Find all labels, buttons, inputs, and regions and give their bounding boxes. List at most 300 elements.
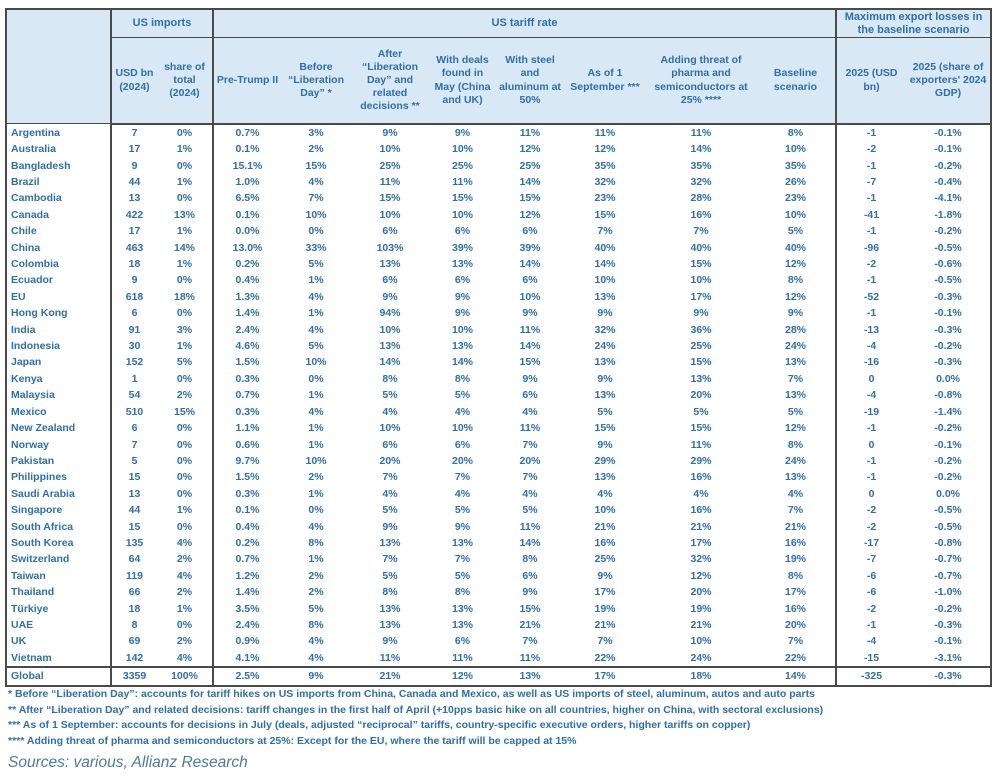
value-cell: -1 — [866, 471, 877, 484]
country-cell: Brazil — [6, 174, 111, 190]
value-cell: 13 — [128, 192, 141, 205]
value-cell: 2% — [308, 471, 324, 484]
country-cell: South Korea — [6, 535, 111, 551]
value-cell: 11% — [452, 176, 473, 188]
value-cell: 0% — [157, 486, 213, 502]
value-cell: -0.2% — [934, 159, 962, 172]
value-cell: 8% — [308, 536, 324, 549]
value-cell: 103% — [376, 241, 404, 254]
value-cell: 19% — [594, 602, 616, 615]
value-cell: 40% — [594, 241, 616, 254]
value-cell: 0.3% — [235, 487, 260, 500]
value-cell: 3.5% — [235, 602, 260, 615]
value-cell: 39% — [519, 241, 541, 254]
value-cell: -7 — [866, 553, 877, 566]
value-cell: 20% — [379, 454, 401, 467]
group-header-us-tariff-rate: US tariff rate — [213, 9, 836, 38]
value-cell: 1% — [308, 487, 324, 500]
country-cell: India — [6, 322, 111, 338]
value-cell: 10% — [305, 208, 327, 221]
table-row — [6, 174, 991, 190]
value-cell: 2% — [157, 551, 213, 567]
table-row — [6, 223, 991, 239]
value-cell: -0.1% — [934, 438, 962, 451]
value-cell: 0% — [157, 272, 213, 288]
value-cell: 0.3% — [235, 372, 260, 385]
value-cell: 0% — [157, 453, 213, 469]
value-cell: 21% — [519, 618, 541, 631]
value-cell: 0% — [157, 420, 213, 436]
country-cell: New Zealand — [6, 420, 111, 436]
value-cell: 2% — [157, 387, 213, 403]
value-cell: 1.2% — [235, 569, 260, 582]
value-cell: 0.1% — [235, 143, 260, 156]
value-cell: 28% — [690, 192, 712, 205]
value-cell: 13 — [128, 487, 141, 500]
table-row — [6, 322, 991, 338]
country-cell: EU — [6, 289, 111, 305]
table-row — [6, 519, 991, 535]
value-cell: 15.1% — [232, 159, 263, 172]
value-cell: 8% — [454, 586, 471, 599]
value-cell: 15% — [690, 356, 712, 369]
value-cell: 0 — [868, 438, 875, 451]
value-cell: 9.7% — [235, 454, 260, 467]
country-cell: Bangladesh — [6, 158, 111, 174]
value-cell: 5% — [756, 404, 836, 420]
value-cell: 25% — [519, 159, 541, 172]
value-cell: 13% — [379, 536, 401, 549]
value-cell: 11% — [594, 126, 616, 139]
value-cell: 21% — [594, 618, 616, 631]
value-cell: 8% — [308, 618, 324, 631]
table-row — [6, 256, 991, 272]
value-cell: -0.5% — [934, 504, 962, 517]
value-cell: 0% — [308, 504, 324, 517]
value-cell: -2 — [866, 258, 877, 271]
value-cell: 20% — [690, 586, 712, 599]
value-cell: 0.9% — [235, 635, 260, 648]
value-cell: 100% — [157, 667, 213, 686]
table-row — [6, 272, 991, 288]
value-cell: 4% — [308, 405, 324, 418]
value-cell: 13% — [594, 471, 616, 484]
value-cell: 510 — [125, 405, 144, 418]
table-row — [6, 601, 991, 617]
country-cell: China — [6, 240, 111, 256]
value-cell: -0.2% — [934, 454, 962, 467]
country-cell: Japan — [6, 354, 111, 370]
value-cell: 21% — [594, 520, 616, 533]
value-cell: -52 — [863, 290, 880, 303]
value-cell: 24% — [690, 651, 712, 664]
value-cell: -0.5% — [934, 274, 962, 287]
value-cell: 15% — [690, 258, 712, 271]
total-row — [6, 667, 991, 686]
value-cell: 11% — [690, 438, 712, 451]
value-cell: -6 — [866, 586, 877, 599]
value-cell: 1% — [157, 601, 213, 617]
value-cell: -1 — [866, 422, 877, 435]
value-cell: 4% — [308, 651, 324, 664]
value-cell: 10% — [451, 208, 473, 221]
value-cell: 4.1% — [235, 651, 260, 664]
value-cell: 11% — [519, 126, 541, 139]
col-header-baseline-scenario: Baseline scenario — [756, 38, 836, 124]
value-cell: 14% — [519, 258, 541, 271]
value-cell: -2 — [866, 602, 877, 615]
value-cell: -7 — [866, 176, 877, 188]
value-cell: -1.8% — [934, 208, 962, 221]
country-cell: Philippines — [6, 469, 111, 485]
value-cell: 20% — [451, 454, 473, 467]
value-cell: 11% — [519, 651, 541, 664]
value-cell: 6% — [382, 438, 398, 451]
value-cell: 3359 — [111, 667, 157, 686]
value-cell: 13% — [594, 356, 616, 369]
col-header-2025-usd-bn: 2025 (USD bn) — [836, 38, 906, 124]
value-cell: 4% — [454, 405, 471, 418]
value-cell: 142 — [125, 651, 144, 664]
value-cell: 9% — [281, 667, 351, 686]
value-cell: 8% — [522, 553, 538, 566]
value-cell: 25% — [451, 159, 473, 172]
value-cell: 32% — [594, 323, 616, 336]
table-row — [6, 404, 991, 420]
value-cell: 8% — [756, 568, 836, 584]
value-cell: -2 — [866, 143, 877, 156]
table-row — [6, 617, 991, 633]
table-row — [6, 502, 991, 518]
value-cell: 7 — [131, 126, 138, 139]
value-cell: 12% — [519, 208, 541, 221]
value-cell: 0% — [308, 225, 324, 238]
value-cell: 5% — [693, 405, 709, 418]
table-row — [6, 141, 991, 157]
value-cell: 13% — [594, 389, 616, 402]
value-cell: 0% — [157, 158, 213, 174]
value-cell: 5% — [308, 602, 324, 615]
value-cell: 6% — [382, 274, 398, 287]
value-cell: 13% — [157, 207, 213, 223]
value-cell: 1% — [308, 389, 324, 402]
value-cell: 19% — [756, 551, 836, 567]
value-cell: 16% — [756, 601, 836, 617]
value-cell: 13% — [379, 618, 401, 631]
value-cell: -1 — [866, 192, 877, 205]
value-cell: 4% — [382, 405, 398, 418]
value-cell: 13% — [451, 602, 473, 615]
value-cell: 14% — [519, 176, 541, 188]
value-cell: 5% — [454, 504, 471, 517]
value-cell: -96 — [863, 241, 880, 254]
value-cell: 64 — [128, 553, 141, 566]
value-cell: -0.5% — [934, 520, 962, 533]
value-cell: -0.1% — [934, 635, 962, 648]
value-cell: 15 — [128, 471, 141, 484]
value-cell: 18% — [157, 289, 213, 305]
col-header-as-of-1-september: As of 1 September *** — [564, 38, 646, 124]
value-cell: 1% — [157, 223, 213, 239]
value-cell: 2.5% — [213, 667, 281, 686]
value-cell: 10% — [379, 323, 401, 336]
country-cell: Mexico — [6, 404, 111, 420]
value-cell: -0.2% — [934, 602, 962, 615]
value-cell: -0.2% — [934, 340, 962, 353]
country-cell: Saudi Arabia — [6, 486, 111, 502]
value-cell: -0.3% — [906, 667, 991, 686]
value-cell: 12% — [690, 569, 712, 582]
value-cell: -2 — [866, 504, 877, 517]
table-row — [6, 420, 991, 436]
value-cell: 7% — [522, 438, 538, 451]
value-cell: 10% — [594, 274, 616, 287]
value-cell: 1.3% — [235, 290, 260, 303]
col-header-pre-trump: Pre-Trump II — [213, 38, 281, 124]
value-cell: 4% — [308, 290, 324, 303]
value-cell: 1.5% — [235, 471, 260, 484]
value-cell: 1.4% — [235, 307, 260, 320]
value-cell: 1 — [131, 372, 138, 385]
value-cell: 1% — [308, 553, 324, 566]
value-cell: 7% — [693, 225, 709, 238]
value-cell: 10% — [305, 356, 327, 369]
table-row — [6, 584, 991, 600]
value-cell: 10% — [451, 422, 473, 435]
country-cell: Argentina — [6, 124, 111, 141]
value-cell: 21% — [756, 519, 836, 535]
col-header-before-liberation-day: Before “Liberation Day” * — [281, 38, 351, 124]
country-cell: Norway — [6, 437, 111, 453]
value-cell: -19 — [863, 405, 880, 418]
table-row — [6, 387, 991, 403]
value-cell: 8% — [756, 437, 836, 453]
value-cell: 4% — [454, 487, 471, 500]
value-cell: 5% — [308, 258, 324, 271]
value-cell: 119 — [126, 569, 143, 582]
value-cell: 12% — [756, 289, 836, 305]
value-cell: 17% — [594, 586, 616, 599]
value-cell: 4% — [308, 323, 324, 336]
country-cell: Malaysia — [6, 387, 111, 403]
value-cell: 13% — [594, 290, 616, 303]
sources-line: Sources: various, Allianz Research — [8, 754, 248, 771]
value-cell: 15% — [519, 192, 541, 205]
value-cell: 11% — [379, 176, 401, 188]
table-row — [6, 207, 991, 223]
value-cell: 25% — [594, 553, 616, 566]
value-cell: 0% — [157, 519, 213, 535]
value-cell: 12% — [519, 143, 541, 156]
value-cell: 0% — [157, 437, 213, 453]
value-cell: 4% — [693, 487, 709, 500]
table-row — [6, 568, 991, 584]
col-header-pharma-semiconductors: Adding threat of pharma and semiconductors at 25% **** — [646, 38, 756, 124]
col-header-with-deals-may: With deals found in May (China and UK) — [429, 38, 496, 124]
value-cell: 5 — [131, 454, 138, 467]
value-cell: 15% — [690, 422, 712, 435]
value-cell: 28% — [756, 322, 836, 338]
value-cell: 54 — [128, 389, 141, 402]
value-cell: 2.4% — [235, 323, 260, 336]
value-cell: 0.0% — [936, 372, 960, 385]
value-cell: 1% — [308, 438, 324, 451]
value-cell: -17 — [863, 536, 880, 549]
value-cell: 9% — [693, 307, 709, 320]
value-cell: 13% — [451, 618, 473, 631]
value-cell: 0.3% — [235, 405, 260, 418]
value-cell: 32% — [594, 176, 616, 188]
value-cell: 12% — [756, 420, 836, 436]
table-row — [6, 158, 991, 174]
value-cell: 20% — [519, 454, 541, 467]
value-cell: 23% — [756, 190, 836, 206]
value-cell: 16% — [594, 536, 616, 549]
value-cell: 13% — [756, 387, 836, 403]
value-cell: 8% — [382, 372, 398, 385]
value-cell: 40% — [756, 240, 836, 256]
value-cell: 2% — [157, 633, 213, 649]
value-cell: 16% — [690, 208, 712, 221]
value-cell: 7% — [756, 502, 836, 518]
value-cell: 15% — [519, 602, 541, 615]
footnote-3: *** As of 1 September: accounts for decisions in July (deals, adjusted “reciprocal” tariffs, country-specific executive orders, higher tariffs on copper) — [8, 719, 751, 731]
value-cell: 5% — [157, 354, 213, 370]
value-cell: -0.7% — [934, 569, 962, 582]
value-cell: 11% — [519, 323, 541, 336]
value-cell: 9% — [454, 307, 471, 320]
country-cell: Switzerland — [6, 551, 111, 567]
value-cell: 10% — [690, 635, 712, 648]
value-cell: 13.0% — [232, 241, 263, 254]
value-cell: 14% — [157, 240, 213, 256]
value-cell: 0% — [157, 469, 213, 485]
table-row — [6, 124, 991, 141]
value-cell: 8% — [756, 124, 836, 141]
value-cell: 10% — [379, 143, 401, 156]
country-cell: Australia — [6, 141, 111, 157]
value-cell: 2.4% — [235, 618, 260, 631]
group-header-row — [6, 9, 991, 38]
value-cell: 13% — [379, 602, 401, 615]
value-cell: 15% — [305, 159, 327, 172]
value-cell: 6% — [454, 438, 471, 451]
value-cell: 0 — [868, 487, 875, 500]
table-row — [6, 338, 991, 354]
value-cell: -4.1% — [934, 192, 962, 205]
table-row — [6, 633, 991, 649]
value-cell: 14% — [690, 143, 712, 156]
value-cell: 1% — [157, 338, 213, 354]
value-cell: 17% — [564, 667, 646, 686]
value-cell: 463 — [125, 241, 144, 254]
value-cell: 13% — [756, 469, 836, 485]
value-cell: 0.0% — [936, 487, 960, 500]
value-cell: 16% — [690, 471, 712, 484]
value-cell: 12% — [429, 667, 496, 686]
value-cell: 8 — [131, 618, 138, 631]
value-cell: -0.1% — [934, 307, 962, 320]
value-cell: 1% — [157, 502, 213, 518]
value-cell: 6% — [522, 274, 538, 287]
value-cell: 7% — [522, 471, 538, 484]
value-cell: 91 — [128, 323, 141, 336]
country-cell: Colombia — [6, 256, 111, 272]
value-cell: 4% — [157, 568, 213, 584]
value-cell: 1% — [157, 141, 213, 157]
value-cell: -15 — [863, 651, 880, 664]
value-cell: 422 — [125, 208, 144, 221]
value-cell: -0.3% — [934, 356, 962, 369]
value-cell: 10% — [451, 143, 473, 156]
column-header-row — [6, 38, 991, 124]
value-cell: 2% — [157, 584, 213, 600]
value-cell: 0% — [308, 372, 324, 385]
value-cell: 17% — [756, 584, 836, 600]
country-cell: Ecuador — [6, 272, 111, 288]
value-cell: 0.2% — [235, 536, 260, 549]
value-cell: 10% — [756, 207, 836, 223]
value-cell: -0.2% — [934, 471, 962, 484]
value-cell: 17 — [128, 225, 141, 238]
value-cell: 1% — [157, 256, 213, 272]
value-cell: 9% — [382, 635, 398, 648]
value-cell: 5% — [308, 340, 324, 353]
value-cell: 13% — [451, 536, 473, 549]
value-cell: 14% — [379, 356, 401, 369]
value-cell: 11% — [379, 651, 401, 664]
country-cell: Vietnam — [6, 650, 111, 667]
value-cell: 5% — [382, 389, 398, 402]
value-cell: 0.7% — [235, 389, 260, 402]
value-cell: 6% — [454, 225, 471, 238]
value-cell: 20% — [690, 389, 712, 402]
value-cell: 24% — [756, 453, 836, 469]
value-cell: 4.6% — [235, 340, 260, 353]
value-cell: 3% — [157, 322, 213, 338]
value-cell: 16% — [690, 504, 712, 517]
table-body — [6, 124, 991, 686]
value-cell: 4% — [157, 650, 213, 667]
value-cell: 4% — [756, 486, 836, 502]
value-cell: 4% — [382, 487, 398, 500]
value-cell: 18 — [128, 602, 141, 615]
value-cell: 7% — [756, 633, 836, 649]
value-cell: 30 — [128, 340, 141, 353]
value-cell: 2% — [308, 143, 324, 156]
value-cell: 1.5% — [235, 356, 260, 369]
country-cell: Indonesia — [6, 338, 111, 354]
value-cell: 14% — [594, 258, 616, 271]
value-cell: 39% — [451, 241, 473, 254]
value-cell: 3% — [308, 126, 324, 139]
table-row — [6, 289, 991, 305]
group-header-us-imports: US imports — [111, 9, 213, 38]
value-cell: 14% — [451, 356, 473, 369]
value-cell: 24% — [756, 338, 836, 354]
value-cell: 32% — [690, 176, 712, 188]
value-cell: 15% — [157, 404, 213, 420]
value-cell: 8% — [454, 372, 471, 385]
table-row — [6, 469, 991, 485]
value-cell: 22% — [756, 650, 836, 667]
value-cell: 13% — [496, 667, 564, 686]
value-cell: 10% — [379, 208, 401, 221]
value-cell: 7% — [382, 471, 398, 484]
value-cell: 4% — [308, 635, 324, 648]
value-cell: 9% — [522, 372, 538, 385]
value-cell: 33% — [305, 241, 327, 254]
